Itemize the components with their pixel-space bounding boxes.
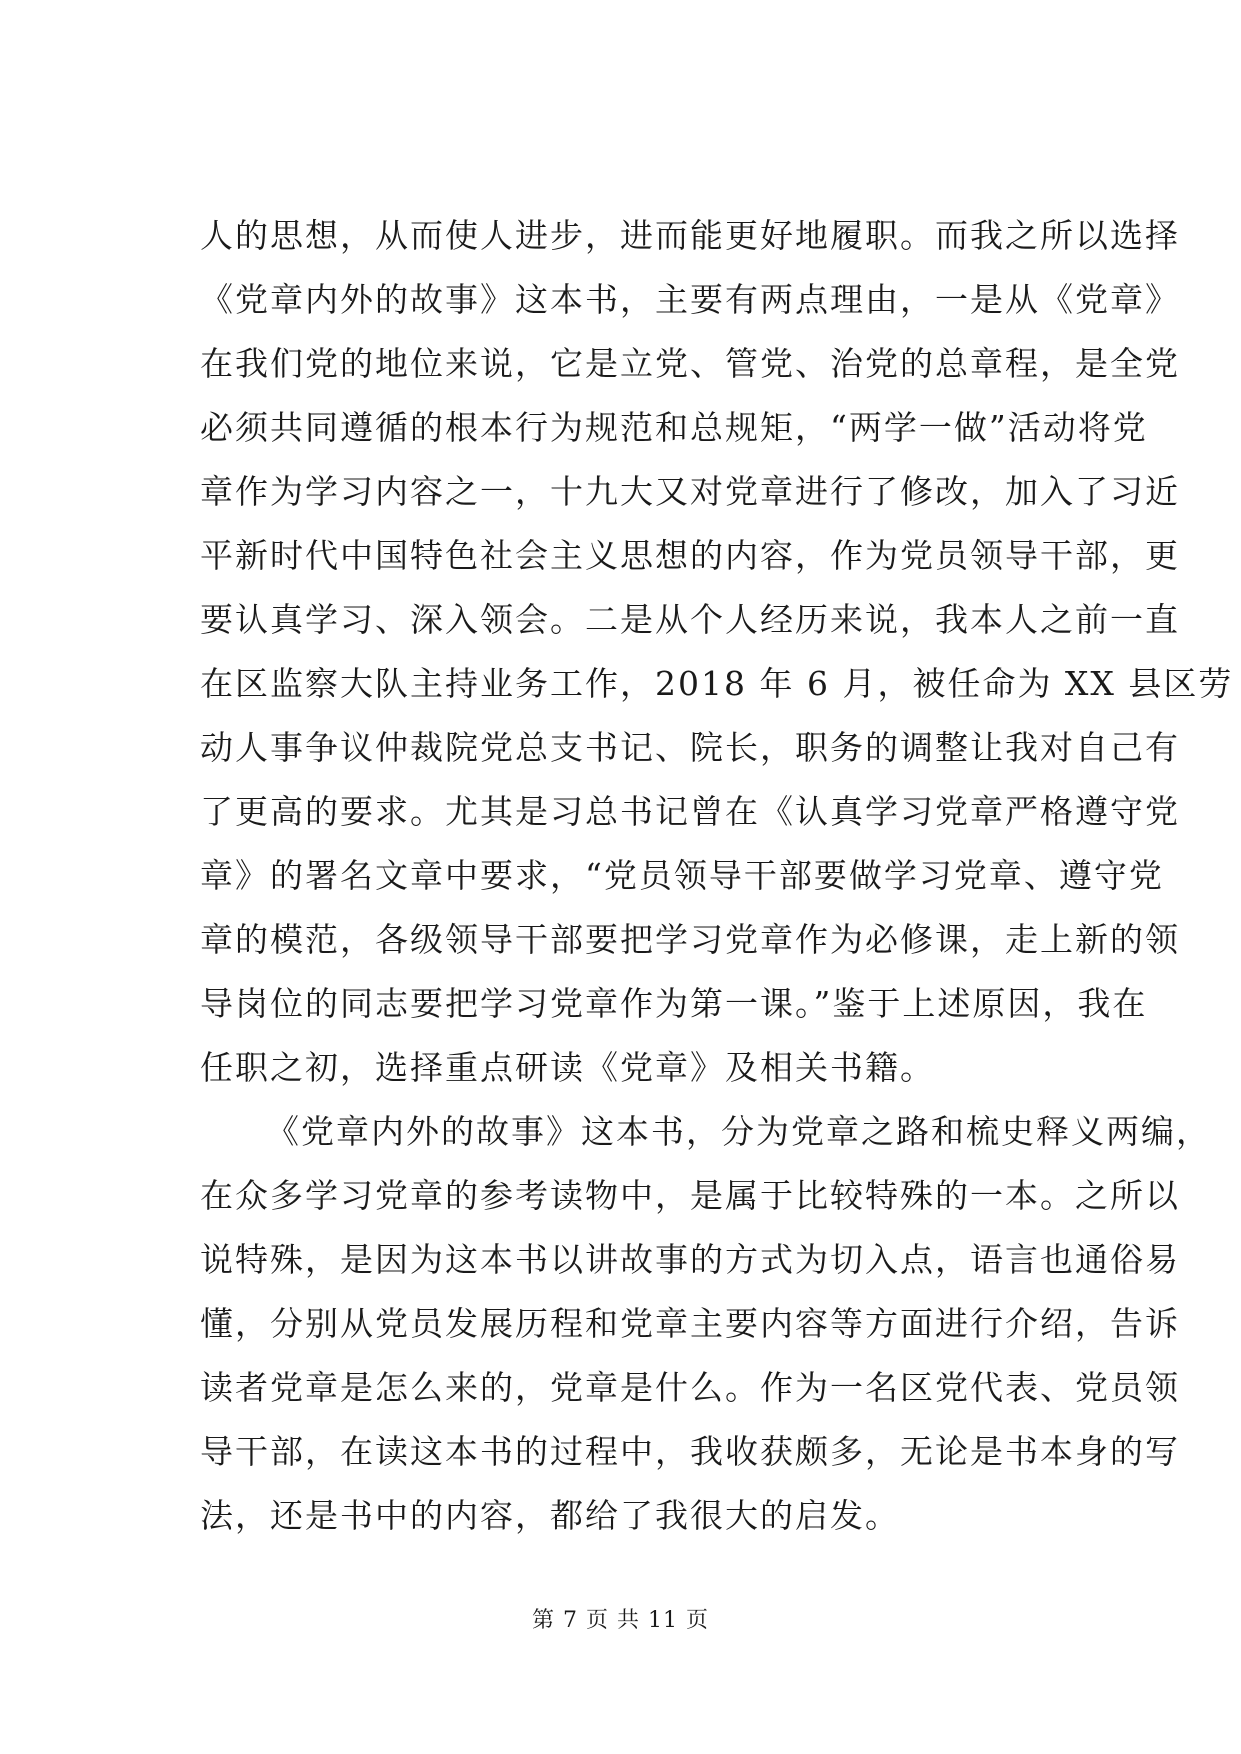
page-number-footer: 第 7 页 共 11 页 bbox=[532, 1608, 709, 1633]
paragraph-line: 章》的署名文章中要求，“党员领导干部要做学习党章、遵守党 bbox=[200, 856, 1164, 895]
paragraph-line: 在我们党的地位来说，它是立党、管党、治党的总章程，是全党 bbox=[200, 344, 1180, 383]
paragraph-line: 要认真学习、深入领会。二是从个人经历来说，我本人之前一直 bbox=[200, 600, 1180, 639]
paragraph-line: 导岗位的同志要把学习党章作为第一课。”鉴于上述原因，我在 bbox=[200, 984, 1148, 1023]
paragraph-line: 人的思想，从而使人进步，进而能更好地履职。而我之所以选择 bbox=[200, 216, 1180, 255]
paragraph-line: 在众多学习党章的参考读物中，是属于比较特殊的一本。之所以 bbox=[200, 1176, 1180, 1215]
paragraph-last-line: 任职之初，选择重点研读《党章》及相关书籍。 bbox=[200, 1048, 935, 1087]
paragraph-line: 导干部，在读这本书的过程中，我收获颇多，无论是书本身的写 bbox=[200, 1432, 1180, 1471]
body-text bbox=[200, 204, 1234, 1548]
paragraph-line: 读者党章是怎么来的，党章是什么。作为一名区党代表、党员领 bbox=[200, 1368, 1180, 1407]
paragraph-line: 平新时代中国特色社会主义思想的内容，作为党员领导干部，更 bbox=[200, 536, 1180, 575]
paragraph-line: 在区监察大队主持业务工作，2018 年 6 月，被任命为 XX 县区劳 bbox=[200, 664, 1234, 703]
paragraph-line: 说特殊，是因为这本书以讲故事的方式为切入点，语言也通俗易 bbox=[200, 1240, 1180, 1279]
paragraph-first-line: 《党章内外的故事》这本书，分为党章之路和梳史释义两编， bbox=[266, 1112, 1211, 1151]
paragraph-line: 《党章内外的故事》这本书，主要有两点理由，一是从《党章》 bbox=[200, 280, 1180, 319]
paragraph-line: 章作为学习内容之一，十九大又对党章进行了修改，加入了习近 bbox=[200, 472, 1180, 511]
paragraph-line: 懂，分别从党员发展历程和党章主要内容等方面进行介绍，告诉 bbox=[200, 1304, 1180, 1343]
paragraph-line: 章的模范，各级领导干部要把学习党章作为必修课，走上新的领 bbox=[200, 920, 1180, 959]
paragraph-line: 了更高的要求。尤其是习总书记曾在《认真学习党章严格遵守党 bbox=[200, 792, 1180, 831]
paragraph-line: 必须共同遵循的根本行为规范和总规矩，“两学一做”活动将党 bbox=[200, 408, 1148, 447]
paragraph-line: 动人事争议仲裁院党总支书记、院长，职务的调整让我对自己有 bbox=[200, 728, 1180, 767]
paragraph-last-line: 法，还是书中的内容，都给了我很大的启发。 bbox=[200, 1496, 900, 1535]
